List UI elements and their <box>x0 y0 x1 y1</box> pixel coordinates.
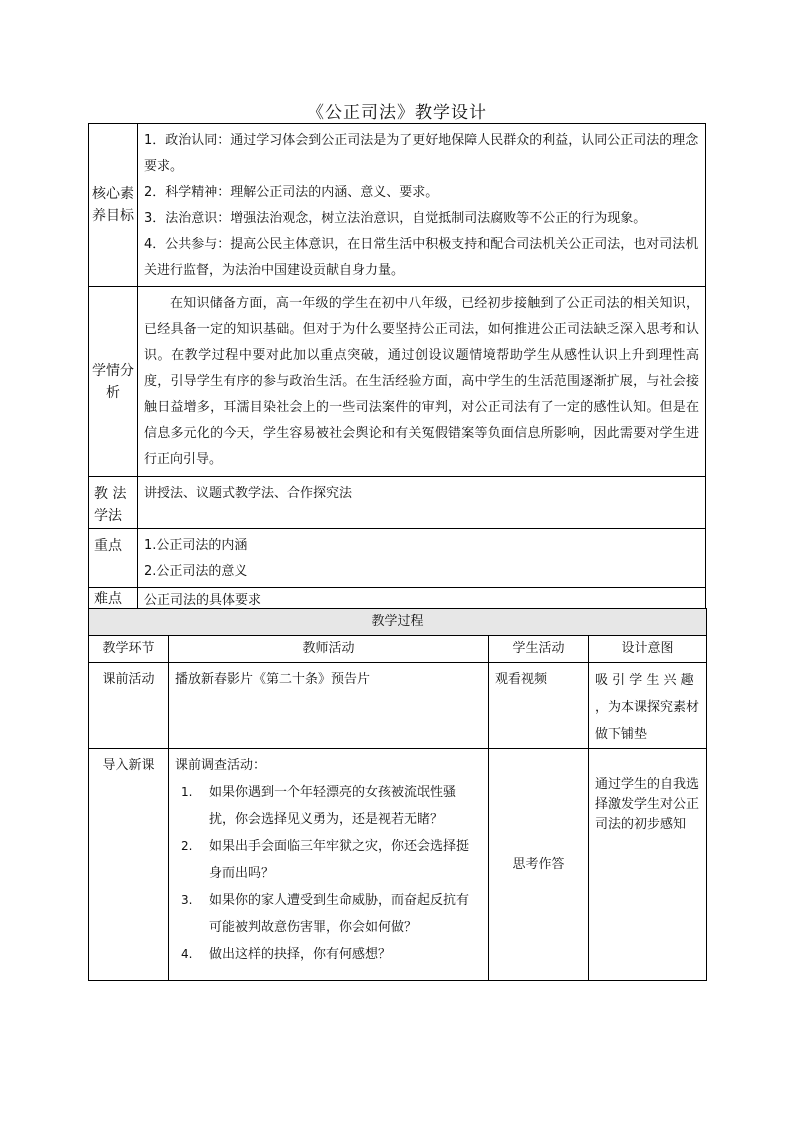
header-intent: 设计意图 <box>589 636 707 663</box>
question-list <box>175 779 476 968</box>
question-number: 4. <box>181 947 193 961</box>
header-stage: 教学环节 <box>89 636 169 663</box>
header-student: 学生活动 <box>489 636 589 663</box>
question-number: 2. <box>181 839 193 853</box>
objective-item: 2．科学精神：理解公正司法的内涵、意义、要求。 <box>144 185 439 200</box>
objective-item: 1．政治认同：通过学习体会到公正司法是为了更好地保障人民群众的利益，认同公正司法的理念要求。 <box>144 133 699 174</box>
row-objectives <box>89 124 706 287</box>
student-activity-cell: 思考作答 <box>489 749 589 981</box>
question-text: 做出这样的抉择，你有何感想？ <box>209 947 392 962</box>
row-analysis <box>89 287 706 477</box>
process-table <box>88 608 707 981</box>
row-key-points <box>89 529 706 588</box>
teacher-intro: 课前调查活动： <box>175 758 267 773</box>
process-row-pre-class <box>89 663 707 749</box>
difficult-content: 公正司法的具体要求 <box>138 588 706 615</box>
key-points-content <box>138 529 706 588</box>
key-point-item: 2.公正司法的意义 <box>144 564 248 579</box>
teacher-activity-cell <box>169 749 489 981</box>
question-number: 1. <box>181 785 193 799</box>
list-item <box>175 941 476 968</box>
process-row-intro <box>89 749 707 981</box>
document-title: 《公正司法》教学设计 <box>307 103 487 123</box>
analysis-content: 在知识储备方面，高一年级的学生在初中八年级，已经初步接触到了公正司法的相关知识，已经具备一定的知识基础。但对于为什么要坚持公正司法，如何推进公正司法缺乏深入思考和认识。在教学过程中要对此加以重点突破，通过创设议题情境帮助学生从感性认识上升到理性高度，引导学生有序的参与政治生活。在生活经验方面，高中学生的生活范围逐渐扩展，与社会接触日益增多，耳濡目染社会上的一些司法案件的审判，对公正司法有了一定的感性认知。但是在信息多元化的今天，学生容易被社会舆论和有关冤假错案等负面信息所影响，因此需要对学生进行正向引导。 <box>138 287 706 477</box>
process-title: 教学过程 <box>89 609 707 636</box>
methods-content: 讲授法、议题式教学法、合作探究法 <box>138 477 706 529</box>
label-difficult: 难点 <box>89 588 138 615</box>
design-intent-cell: 吸 引 学 生 兴 趣 ，为本课探究素材做下铺垫 <box>589 663 707 749</box>
list-item <box>175 779 476 833</box>
process-title-row <box>89 609 707 636</box>
student-activity-cell: 观看视频 <box>489 663 589 749</box>
key-point-item: 1.公正司法的内涵 <box>144 538 248 553</box>
stage-cell: 导入新课 <box>89 749 169 981</box>
info-table <box>88 123 706 615</box>
question-text: 如果你的家人遭受到生命威胁，而奋起反抗有可能被判故意伤害罪，你会如何做？ <box>209 893 470 935</box>
design-intent-cell: 通过学生的自我选择激发学生对公正司法的初步感知 <box>589 749 707 981</box>
list-item <box>175 833 476 887</box>
objective-item: 4．公共参与：提高公民主体意识，在日常生活中积极支持和配合司法机关公正司法，也对司法机关进行监督，为法治中国建设贡献自身力量。 <box>144 237 699 278</box>
header-teacher: 教师活动 <box>169 636 489 663</box>
teacher-activity-cell: 播放新春影片《第二十条》预告片 <box>169 663 489 749</box>
row-methods <box>89 477 706 529</box>
label-analysis: 学情分析 <box>89 287 138 477</box>
label-key-points: 重点 <box>89 529 138 588</box>
question-number: 3. <box>181 893 193 907</box>
label-methods: 教 法学法 <box>89 477 138 529</box>
objectives-content <box>138 124 706 287</box>
question-text: 如果出手会面临三年牢狱之灾，你还会选择挺身而出吗？ <box>209 839 470 881</box>
objective-item: 3．法治意识：增强法治观念，树立法治意识，自觉抵制司法腐败等不公正的行为现象。 <box>144 211 647 226</box>
label-objectives: 核心素养目标 <box>89 124 138 287</box>
question-text: 如果你遇到一个年轻漂亮的女孩被流氓性骚扰，你会选择见义勇为，还是视若无睹？ <box>209 785 457 827</box>
process-header-row <box>89 636 707 663</box>
stage-cell: 课前活动 <box>89 663 169 749</box>
list-item <box>175 887 476 941</box>
